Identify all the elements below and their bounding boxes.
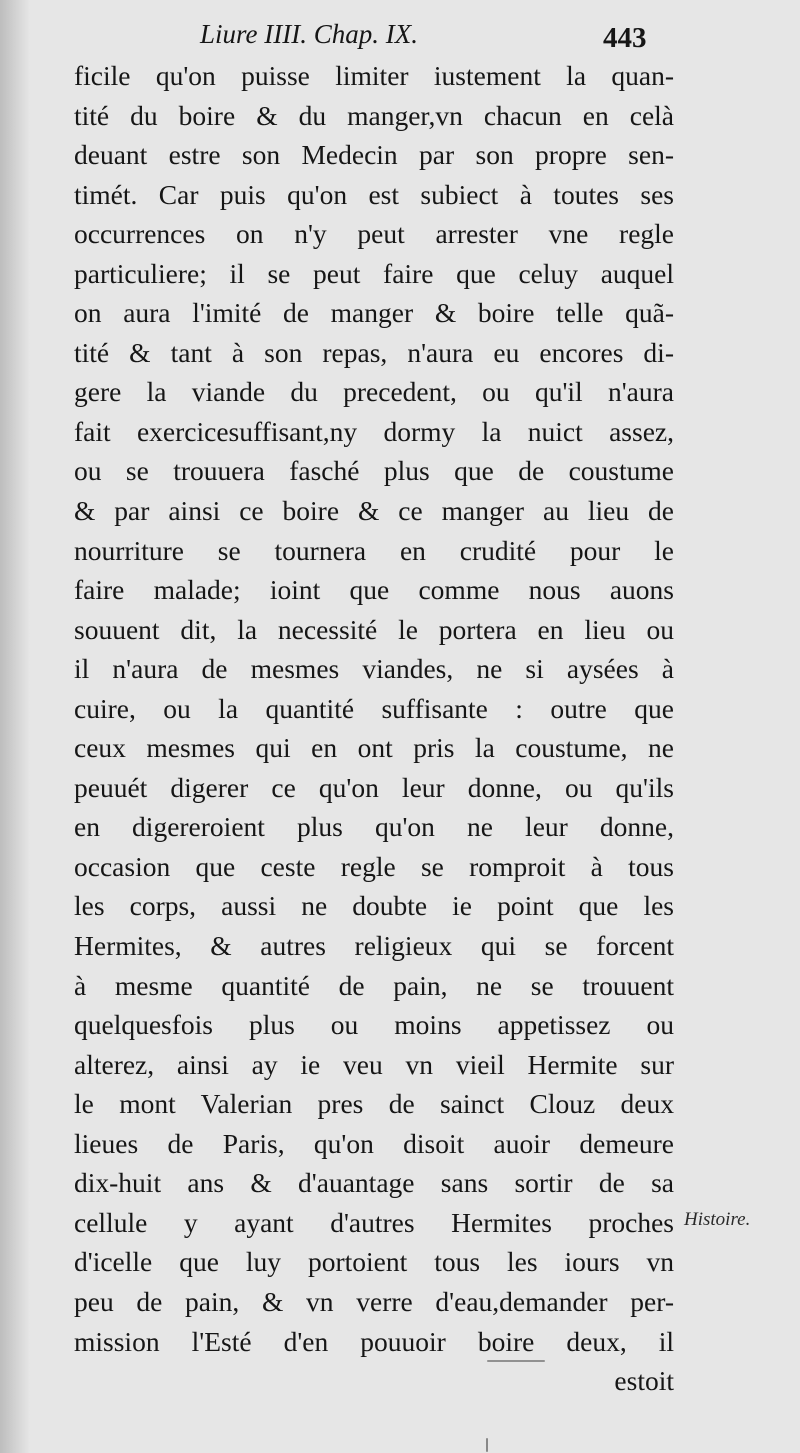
text-line: cuire, ou la quantité suffisante : outre que: [74, 692, 674, 724]
body-text: [74, 56, 674, 1401]
ink-smudge: [486, 1438, 488, 1452]
text-line: dix-huit ans & d'auantage sans sortir de sa: [74, 1167, 674, 1199]
text-line: le mont Valerian pres de sainct Clouz deux: [74, 1088, 674, 1120]
text-line: occasion que ceste regle se romproit à tous: [74, 850, 674, 882]
page-number: 443: [603, 22, 647, 54]
text-line: à mesme quantité de pain, ne se trouuent: [74, 969, 674, 1001]
text-line: & par ainsi ce boire & ce manger au lieu de: [74, 495, 674, 527]
text-line: on aura l'imité de manger & boire telle quã-: [74, 297, 674, 329]
text-line: peuuét digerer ce qu'on leur donne, ou qu'ils: [74, 771, 674, 803]
text-line: quelquesfois plus ou moins appetissez ou: [74, 1009, 674, 1041]
text-line: mission l'Esté d'en pouuoir boire deux, il: [74, 1325, 674, 1357]
text-line: particuliere; il se peut faire que celuy auquel: [74, 257, 674, 289]
text-line: nourriture se tournera en crudité pour le: [74, 534, 674, 566]
ink-smudge: [487, 1360, 545, 1362]
text-line: d'icelle que luy portoient tous les iours vn: [74, 1246, 674, 1278]
text-line: ficile qu'on puisse limiter iustement la quan-: [74, 60, 674, 91]
text-line: peu de pain, & vn verre d'eau,demander per-: [74, 1285, 674, 1317]
margin-note: Histoire.: [684, 1209, 751, 1230]
text-line: tité & tant à son repas, n'aura eu encores di-: [74, 336, 674, 368]
text-line: timét. Car puis qu'on est subiect à toutes ses: [74, 178, 674, 210]
running-head: Liure IIII. Chap. IX.: [200, 19, 418, 49]
text-line: alterez, ainsi ay ie veu vn vieil Hermite sur: [74, 1048, 674, 1080]
text-line: Hermites, & autres religieux qui se forcent: [74, 930, 674, 962]
text-line: cellule y ayant d'autres Hermites proches: [74, 1206, 674, 1238]
text-line: en digereroient plus qu'on ne leur donne,: [74, 811, 674, 843]
text-line: gere la viande du precedent, ou qu'il n'aura: [74, 376, 674, 408]
text-line: ceux mesmes qui en ont pris la coustume, ne: [74, 732, 674, 764]
text-line: ou se trouuera fasché plus que de coustume: [74, 455, 674, 487]
text-line: tité du boire & du manger,vn chacun en celà: [74, 99, 674, 131]
text-line: deuant estre son Medecin par son propre sen-: [74, 139, 674, 171]
text-line: faire malade; ioint que comme nous auons: [74, 574, 674, 606]
text-line: lieues de Paris, qu'on disoit auoir demeure: [74, 1127, 674, 1159]
text-line: fait exercicesuffisant,ny dormy la nuict assez,: [74, 415, 674, 447]
text-line: les corps, aussi ne doubte ie point que les: [74, 890, 674, 922]
text-line: il n'aura de mesmes viandes, ne si aysées à: [74, 653, 674, 685]
text-line: occurrences on n'y peut arrester vne regle: [74, 218, 674, 250]
catchword: estoit: [614, 1365, 674, 1397]
text-line: souuent dit, la necessité le portera en lieu ou: [74, 613, 674, 645]
